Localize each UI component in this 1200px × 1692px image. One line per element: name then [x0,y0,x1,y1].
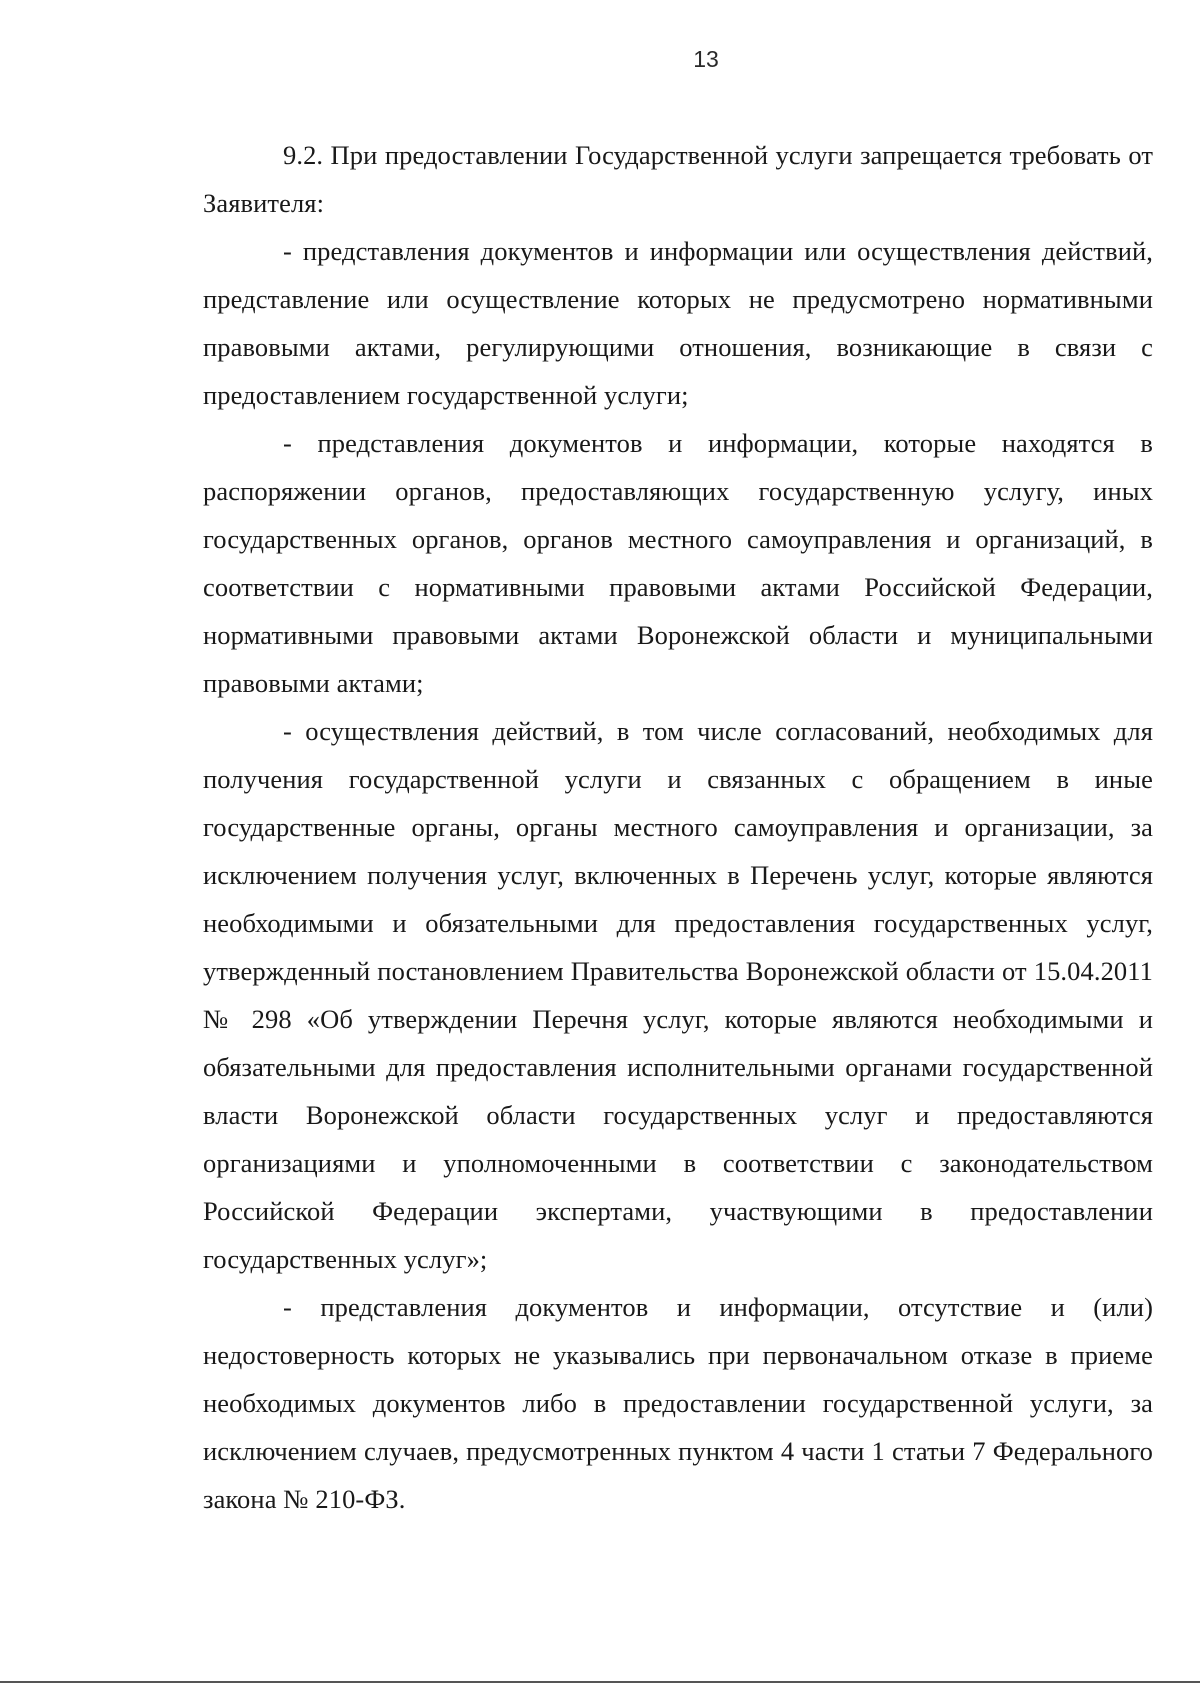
list-item-approval-actions: - осуществления действий, в том числе согласований, необходимых для получения государственной услуги и связанных с обращением в иные государственные органы, органы местного самоуправления и организации, за исключением получения услуг, включенных в Перечень услуг, которые являются необходимыми и обязательными для предоставления государственных услуг, утвержденный постановлением Правительства Воронежской области от 15.04.2011 № 298 «Об утверждении Перечня услуг, которые являются необходимыми и обязательными для предоставления исполнительными органами государственной власти Воронежской области государственных услуг и предоставляются организациями и уполномоченными в соответствии с законодательством Российской Федерации экспертами, участвующими в предоставлении государственных услуг»; [203,716,1153,1274]
list-item-documents-after-refusal: - представления документов и информации, отсутствие и (или) недостоверность которых не указывались при первоначальном отказе в приеме необходимых документов либо в предоставлении государственной услуги, за исключением случаев, предусмотренных пунктом 4 части 1 статьи 7 Федерального закона № 210-ФЗ. [203,1292,1153,1514]
list-item-documents-held-by-agencies: - представления документов и информации, которые находятся в распоряжении органов, предоставляющих государственную услугу, иных государственных органов, органов местного самоуправления и организаций, в соответствии с нормативными правовыми актами Российской Федерации, нормативными правовыми актами Воронежской области и муниципальными правовыми актами; [203,428,1153,698]
page-number: 13 [693,46,719,72]
paragraph-9-2-intro: 9.2. При предоставлении Государственной услуги запрещается требовать от Заявителя: [203,140,1153,218]
document-body [203,131,1153,1523]
list-item-documents-not-required-by-law: - представления документов и информации или осуществления действий, представление или осуществление которых не предусмотрено нормативными правовыми актами, регулирующими отношения, возникающие в связи с предоставлением государственной услуги; [203,236,1153,410]
bottom-scan-edge [0,1681,1200,1683]
